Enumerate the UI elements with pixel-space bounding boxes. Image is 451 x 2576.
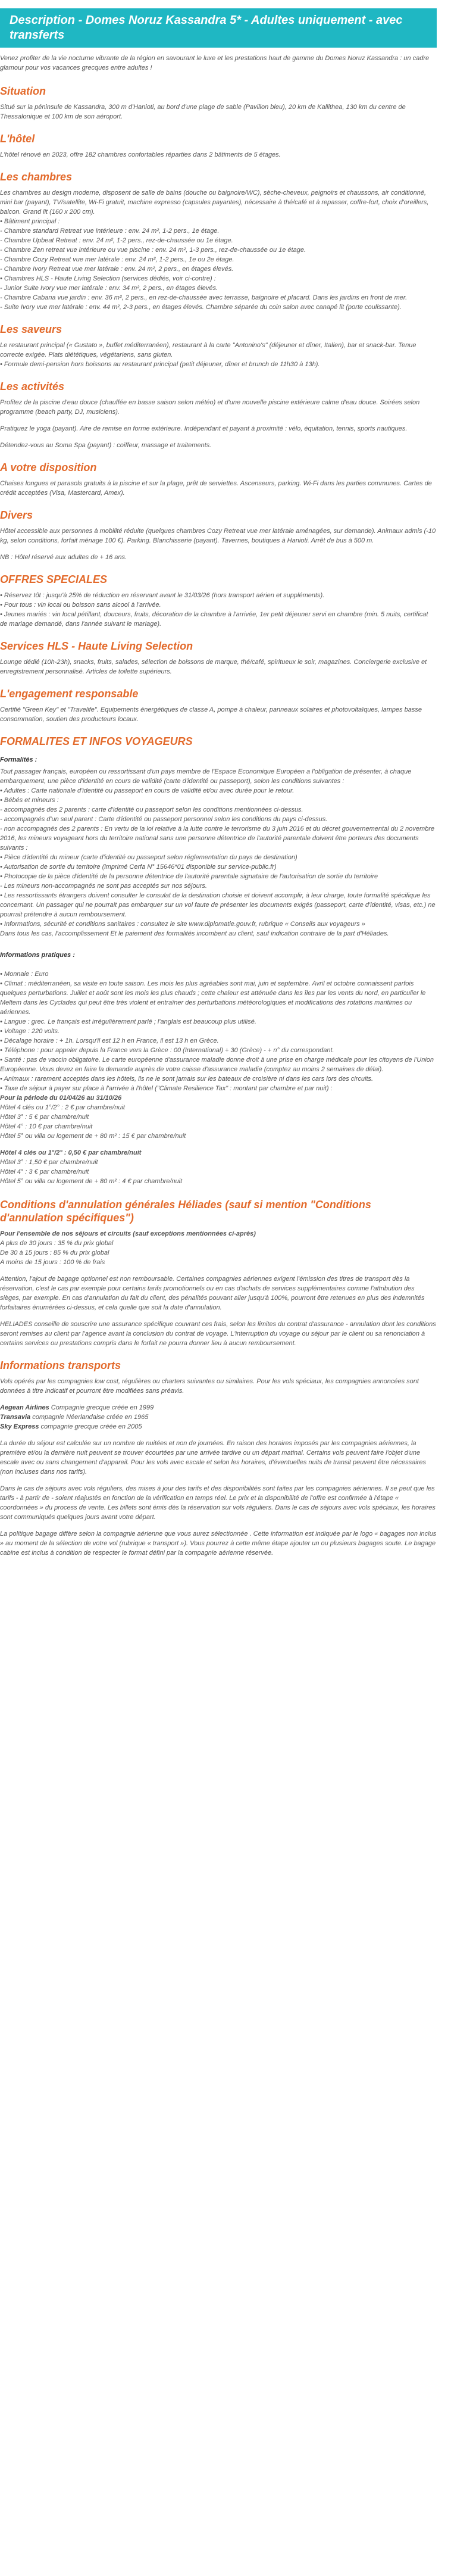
divers-line: Hôtel accessible aux personnes à mobilité réduite (quelques chambres Cozy Retreat vue mer latérale aménagées, sur demande). Animaux admis (-10 kg, selon conditions, forfait ménage 100 €). Parking. Blanchisserie (payant). Tavernes, boutiques à Hanioti. Arrêt de bus à 500 m. [0,528,436,544]
company-row [0,1422,437,1432]
transports-intro: Vols opérés par les compagnies low cost, régulières ou charters suivantes ou similaires. Pour les vols spéciaux, les compagnies annoncées sont données à titre indicatif et pourront être modifiées sans préavis. [0,1378,419,1395]
chambres-line: • Chambres HLS - Haute Living Selection (services dédiés, voir ci-contre) : [0,275,216,282]
spacer [0,1267,437,1274]
chambres-line: • Bâtiment principal : [0,218,60,225]
pratiques-line: • Décalage horaire : + 1h. Lorsqu'il est 12 h en France, il est 13 h en Grèce. [0,1037,219,1044]
company-desc: compagnie Néerlandaise créée en 1965 [30,1414,149,1421]
spacer [0,1432,437,1439]
pratiques-line: Hôtel 5° ou villa ou logement de + 80 m² : 4 € par chambre/nuit [0,1178,183,1185]
company-name: Transavia [0,1414,31,1421]
company-row [0,1403,437,1412]
saveurs-line: • Formule demi-pension hors boissons au restaurant principal (petit déjeuner, dîner et brunch de 11h30 à 13h). [0,361,320,368]
annulation-line: A moins de 15 jours : 100 % de frais [0,1259,105,1266]
pratiques-line: Hôtel 4 clés ou 1°/2° : 2 € par chambre/nuit [0,1104,125,1111]
chambres-line: - Junior Suite Ivory vue mer latérale : env. 34 m², 2 pers., en étages élevés. [0,285,218,292]
offres-line: • Jeunes mariés : vin local pétillant, douceurs, fruits, décoration de la chambre à l'arrivée, 1er petit déjeuner servi en chambre (min. 5 nuits, certificat de mariage demandé, dans l'année suivant le mariage). [0,611,428,628]
formalites-line: • Adultes : Carte nationale d'identité ou passeport en cours de validité et/ou avec durée pour le retour. [0,787,295,794]
pratiques-line: Pour la période du 01/04/26 au 31/10/26 [0,1094,122,1102]
offres-line: • Réservez tôt : jusqu'à 25% de réduction en réservant avant le 31/03/26 (hors transport aérien et suppléments). [0,592,325,599]
formalites-line: • Pièce d'identité du mineur (carte d'identité ou passeport selon réglementation du pays de destination) [0,854,297,861]
activites-line: Pratiquez le yoga (payant). Aire de remise en forme extérieure. Indépendant et payant à proximité : vélo, équitation, tennis, sports nautiques. [0,425,408,432]
annulation-paragraph: Attention, l'ajout de bagage optionnel est non remboursable. Certaines compagnies aériennes exigent l'émission des titres de transport dès la réservation, c'est le cas par exemple pour certains tarifs promotionnels ou en cas d'achats de services supplémentaires comme l'attribution des sièges, par exemple. En cas d'annulation du fait du client, des pénalités pouvant aller jusqu'à 100%, pourront être retenues en plus des indemnités forfaitaires énumérées ci-dessus, et cela quelle que soit la date d'annulation. [0,1275,425,1311]
pratiques-line: Hôtel 3° : 5 € par chambre/nuit [0,1114,89,1121]
chambres-line: - Chambre Cabana vue jardin : env. 36 m², 2 pers., en rez-de-chaussée avec terrasse, baignoire et placard. Dans les jardins en front de mer. [0,294,408,301]
pratiques-heading: Informations pratiques : [0,952,75,959]
engagement-heading: L'engagement responsable [0,688,139,700]
formalites-line: - Les mineurs non-accompagnés ne sont pas acceptés sur nos séjours. [0,882,207,890]
pratiques-line: Hôtel 4° : 3 € par chambre/nuit [0,1168,89,1175]
formalites-line: • Informations, sécurité et conditions sanitaires : consultez le site www.diplomatie.gouv.fr, rubrique « Conseils aux voyageurs » [0,921,365,928]
formalites-line: • Autorisation de sortie du territoire (imprimé Cerfa N° 15646*01 disponible sur service-public.fr) [0,863,277,871]
company-row [0,1412,437,1422]
transports-paragraph: Dans le cas de séjours avec vols réguliers, des mises à jour des tarifs et des disponibilités sont faites par les compagnies aériennes. Il se peut que les tarifs - à partir de - soient réajustés en fonction de la vérification en temps réel. Le prix et la disponibilité de l'offre est confirmée à l'étape « coordonnées » du process de vente. Les billets sont émis dès la réservation sur vols réguliers. Dans le cas de séjours avec vols spéciaux, les horaires sont communiqués quelques jours avant votre départ. [0,1485,436,1521]
pratiques-line: • Langue : grec. Le français est irrégulièrement parlé ; l'anglais est beaucoup plus utilisé. [0,1018,256,1025]
chambres-line: - Chambre Ivory Retreat vue mer latérale : env. 24 m², 2 pers., en étages élevés. [0,266,234,273]
annulation-line: Pour l'ensemble de nos séjours et circuits (sauf exceptions mentionnées ci-après) [0,1230,256,1237]
hotel-heading: L'hôtel [0,133,35,145]
chambres-line: - Suite Ivory vue mer latérale : env. 44 m², 2-3 pers., en étages élevés. Chambre séparée du coin salon avec canapé lit (porte coulissante). [0,304,402,311]
saveurs-line: Le restaurant principal (« Gustato », buffet méditerranéen), restaurant à la carte "Antonino's" (déjeuner et dîner, Italien), bar et snack-bar. Tenue correcte exigée. Plats diététiques, végétariens, sans gluten. [0,342,416,358]
pratiques-line: Hôtel 5° ou villa ou logement de + 80 m² : 15 € par chambre/nuit [0,1133,186,1140]
situation-heading: Situation [0,85,46,97]
annulation-line: De 30 à 15 jours : 85 % du prix global [0,1249,109,1256]
situation-text: Situé sur la péninsule de Kassandra, 300 m d'Hanioti, au bord d'une plage de sable (Pavillon bleu), 20 km de Kallithea, 130 km du centre de Thessalonique et 100 km de son aéroport. [0,104,406,120]
spacer [0,1141,437,1148]
pratiques-line: Hôtel 3° : 1,50 € par chambre/nuit [0,1159,98,1166]
pratiques-line: • Santé : pas de vaccin obligatoire. Le carte européenne d'assurance maladie donne droit à une prise en charge médicale pour les citoyens de l'Union Européenne. Vous devez en faire la demande auprès de votre caisse d'assurance maladie (comptez au moins 2 semaines de délai). [0,1056,434,1073]
formalites-line: • Photocopie de la pièce d'identité de la personne détentrice de l'autorité parentale signataire de l'autorisation de sortie du territoire [0,873,378,880]
chambres-list [0,188,437,312]
formalites-line: - non accompagnés des 2 parents : En vertu de la loi relative à la lutte contre le terrorisme du 3 juin 2016 et du décret gouvernemental du 2 novembre 2016, les mineurs voyageant hors du territoire national sans une personne détentrice de l'autorité parentale doivent être porteurs des documents suivants : [0,825,435,852]
annulation-paragraph: HELIADES conseille de souscrire une assurance spécifique couvrant ces frais, selon les limites du contrat d'assurance - annulation dont les conditions seront remises au client par l'agence avant la conclusion du contrat de voyage. L'interruption du voyage ou séjour par le client ou sa renonciation à certains services ou prestations compris dans le forfait ne pourra donner lieu à aucun remboursement. [0,1321,436,1347]
transports-paragraph: La durée du séjour est calculée sur un nombre de nuitées et non de journées. En raison des horaires imposés par les compagnies aériennes, la première et/ou la dernière nuit peuvent se trouver écourtées par une arrivée tardive ou un départ matinal. Certains vols peuvent faire l'objet d'une escale avec ou sans changement d'appareil. Pour les vols avec escale et selon les horaires, d'éventuelles nuits de transit peuvent être nécessaires (non incluses dans nos tarifs). [0,1440,426,1476]
formalites-line: - accompagnés d'un seul parent : Carte d'identité ou passeport personnel selon les conditions du pays ci-dessus. [0,816,328,823]
formalites-line: - accompagnés des 2 parents : carte d'identité ou passeport selon les conditions mentionnées ci-dessus. [0,806,303,813]
saveurs-heading: Les saveurs [0,323,62,335]
chambres-heading: Les chambres [0,171,73,183]
disposition-text: Chaises longues et parasols gratuits à la piscine et sur la plage, prêt de serviettes. Ascenseurs, parking. Wi-Fi dans les parties communes. Cartes de crédit acceptées (Visa, Mastercard, Amex). [0,480,432,497]
formalites-line: • Les ressortissants étrangers doivent consulter le consulat de la destination choisie et doivent accomplir, à leur charge, toute formalité spécifique les concernant. Un passager qui ne pourrait pas embarquer sur un vol faute de présenter les documents exigés (passeport, carte d'identité, visas, etc.) ne pourrait prétendre à aucun remboursement. [0,892,436,918]
intro-text: Venez profiter de la vie nocturne vibrante de la région en savourant le luxe et les prestations haut de gamme du Domes Noruz Kassandra : un cadre glamour pour vos vacances grecques entre adultes ! [0,55,430,71]
activites-heading: Les activités [0,381,65,392]
company-name: Sky Express [0,1423,39,1430]
chambres-line: - Chambre Upbeat Retreat : env. 24 m², 1-2 pers., rez-de-chaussée ou 1e étage. [0,237,233,244]
pratiques-line: • Taxe de séjour à payer sur place à l'arrivée à l'hôtel ("Climate Resilience Tax" : montant par chambre et par nuit) : [0,1085,333,1092]
hotel-text: L'hôtel rénové en 2023, offre 182 chambres confortables réparties dans 2 bâtiments de 5 étages. [0,151,281,158]
spacer [0,962,437,969]
formalites-subheading: Formalités : [0,756,37,763]
pratiques-line: • Animaux : rarement acceptés dans les hôtels, ils ne le sont jamais sur les bateaux de croisière ni dans les cars lors des circuits. [0,1075,374,1083]
formalites-line: Tout passager français, européen ou ressortissant d'un pays membre de l'Espace Economique Européen a l'obligation de présenter, à chaque embarquement, une pièce d'identité en cours de validité (carte d'identité ou passeport), selon les conditions suivantes : [0,768,412,785]
engagement-text: Certifié "Green Key" et "Travelife". Equipements énergétiques de classe A, pompe à chaleur, panneaux solaires et photovoltaïques, lampes basse consommation, soutien des producteurs locaux. [0,706,422,723]
pratiques-line: Hôtel 4° : 10 € par chambre/nuit [0,1123,93,1130]
divers-line: NB : Hôtel réservé aux adultes de + 16 ans. [0,554,127,561]
transports-paragraph: La politique bagage diffère selon la compagnie aérienne que vous aurez sélectionnée . Cette information est indiquée par le logo « bagages non inclus » au moment de la sélection de votre vol (rubrique « transport »). Vous pourrez à cette même étape ajouter un ou plusieurs bagages soute. Le bagage cabine est inclus à condition de respecter le format défini par la compagnie aérienne réservée. [0,1530,437,1557]
pratiques-line: • Climat : méditerranéen, sa visite en toute saison. Les mois les plus agréables sont mai, juin et septembre. Avril et octobre connaissent parfois quelques perturbations. Juillet et août sont les mois les plus chauds ; cette chaleur est atténuée dans les îles par les vents du nord, en particulier le Meltem dans les Cyclades qui peut être très violent et entraîner des perturbations météorologiques et modifications des rotations maritimes ou aériennes. [0,980,426,1016]
activites-line: Détendez-vous au Soma Spa (payant) : coiffeur, massage et traitements. [0,442,212,449]
activites-line: Profitez de la piscine d'eau douce (chauffée en basse saison selon météo) et d'une nouvelle piscine extérieure calme d'eau douce. Soirées selon programme (beach party, DJ, musiciens). [0,399,420,416]
disposition-heading: A votre disposition [0,461,97,473]
chambres-line: - Chambre Cozy Retreat vue mer latérale : env. 24 m², 1-2 pers., 1e ou 2e étage. [0,256,234,263]
divers-heading: Divers [0,509,33,521]
company-desc: Compagnie grecque créée en 1999 [49,1404,154,1411]
pratiques-line: • Téléphone : pour appeler depuis la France vers la Grèce : 00 (International) + 30 (Grèce) - + n° du correspondant. [0,1047,334,1054]
chambres-line: - Chambre standard Retreat vue intérieure : env. 24 m², 1-2 pers., 1e étage. [0,227,220,235]
offres-line: • Pour tous : vin local ou boisson sans alcool à l'arrivée. [0,601,161,609]
annulation-heading: Conditions d'annulation générales Héliades (sauf si mention "Conditions d'annulation spécifiques") [0,1199,371,1224]
offres-heading: OFFRES SPECIALES [0,573,108,585]
pratiques-line: • Monnaie : Euro [0,971,49,978]
formalites-heading: FORMALITES ET INFOS VOYAGEURS [0,735,193,747]
company-desc: compagnie grecque créée en 2005 [39,1423,142,1430]
hls-text: Lounge dédié (10h-23h), snacks, fruits, salades, sélection de boissons de marque, thé/café, spiritueux le soir, magazines. Conciergerie exclusive et enregistrement personnalisé. Articles de toilette supérieurs. [0,659,427,675]
formalites-line: Dans tous les cas, l'accomplissement Et le paiement des formalités incombent au client, sauf indication contraire de la part d'Héliades. [0,930,389,937]
annulation-line: A plus de 30 jours : 35 % du prix global [0,1240,114,1247]
page-title: Description - Domes Noruz Kassandra 5* - Adultes uniquement - avec transferts [0,8,437,48]
formalites-line: • Bébés et mineurs : [0,797,59,804]
company-name: Aegean Airlines [0,1404,49,1411]
chambres-line: Les chambres au design moderne, disposent de salle de bains (douche ou baignoire/WC), sèche-cheveux, peignoirs et chaussons, air conditionné, mini bar (payant), TV/satellite, Wi-Fi gratuit, machine expresso (capsules payantes), nécessaire à thé/café et à repasser, coffre-fort, choix d'oreillers, balcon. Grand lit (160 x 200 cm). [0,189,429,216]
pratiques-line: Hôtel 4 clés ou 1°/2° : 0,50 € par chambre/nuit [0,1149,142,1156]
hls-heading: Services HLS - Haute Living Selection [0,640,193,652]
transports-heading: Informations transports [0,1359,121,1371]
pratiques-line: • Voltage : 220 volts. [0,1028,60,1035]
chambres-line: - Chambre Zen retreat vue intérieure ou vue piscine : env. 24 m², 1-3 pers., rez-de-chaussée ou 1e étage. [0,247,306,254]
